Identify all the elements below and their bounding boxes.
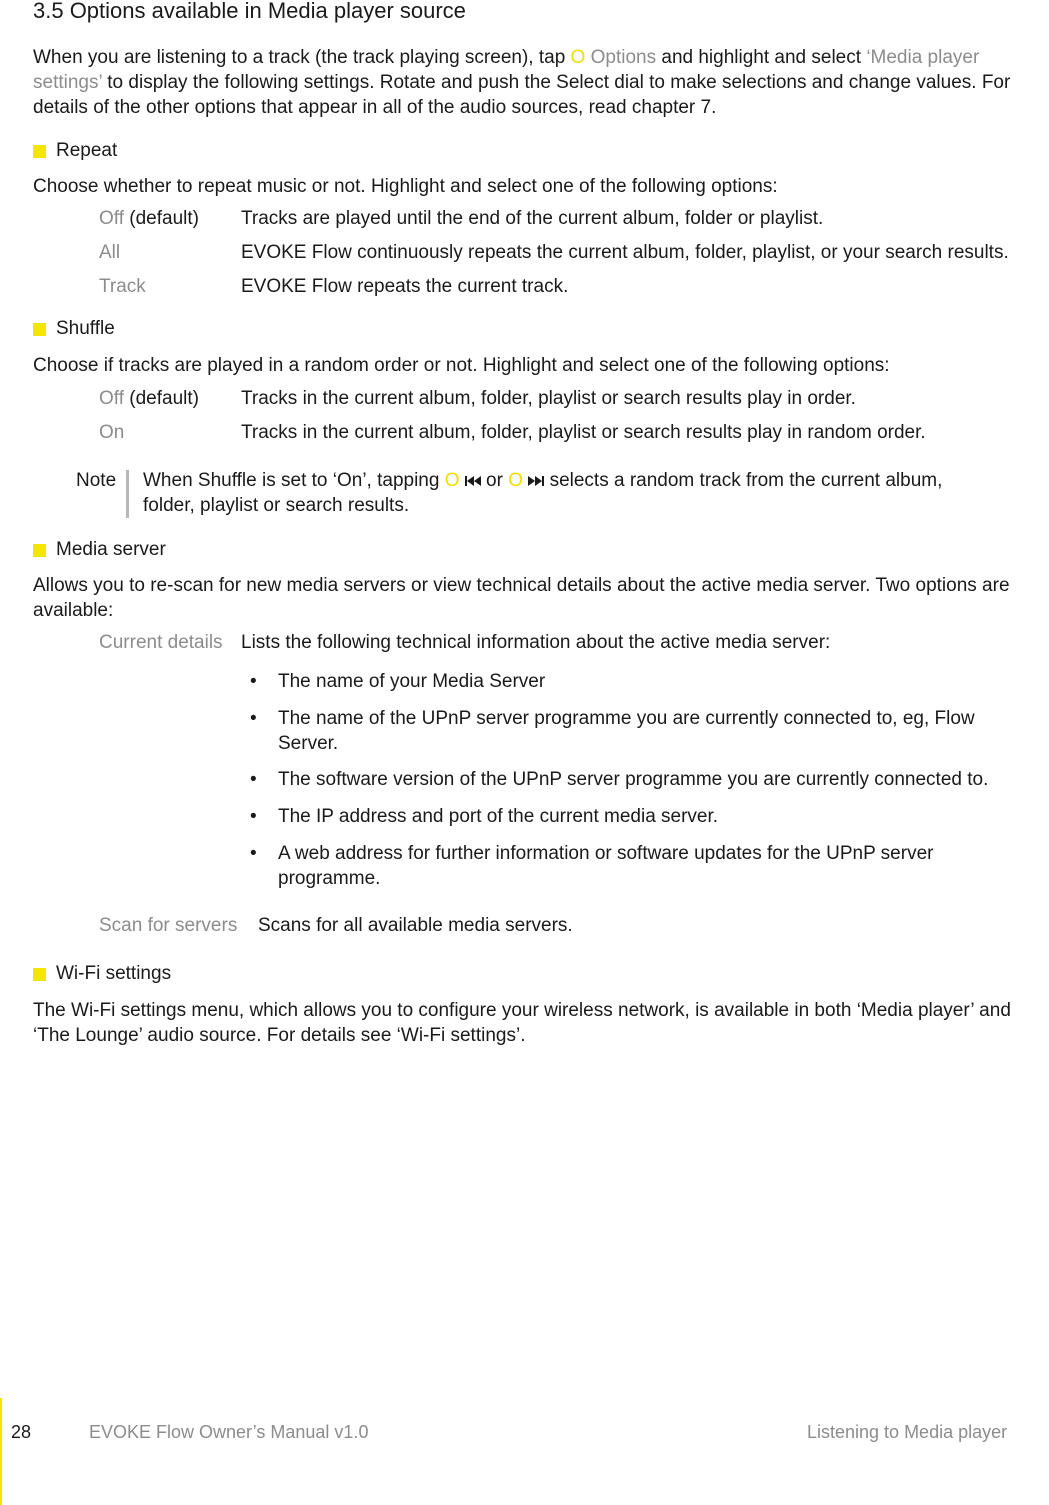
- note-text-line-2: folder, playlist or search results.: [143, 495, 410, 516]
- list-item-text: A web address for further information or software updates for the UPnP server programme.: [278, 843, 934, 889]
- list-item: [250, 706, 1038, 756]
- footer-chapter-title: Listening to Media player: [807, 1422, 1008, 1442]
- scan-for-servers-term: Scan for servers: [99, 915, 238, 936]
- footer-accent-bar: [0, 1398, 2, 1505]
- footer-manual-title: EVOKE Flow Owner’s Manual v1.0: [89, 1422, 369, 1442]
- shuffle-option-off: [99, 388, 199, 410]
- wifi-description: The Wi-Fi settings menu, which allows you to configure your wireless network, is available in both ‘Media player’ and ‘The Lounge’ audio source. For details see ‘Wi-Fi settings’.: [33, 1000, 1011, 1046]
- note-text: selects a random track from the current album,: [544, 470, 943, 491]
- repeat-option-track: Track: [99, 276, 146, 297]
- note-text: When Shuffle is set to ‘On’, tapping: [143, 470, 445, 491]
- repeat-option-all: All: [99, 242, 121, 263]
- o-key-icon: O: [508, 470, 524, 491]
- page-number: 28: [11, 1422, 32, 1442]
- repeat-heading-label: Repeat: [56, 140, 118, 161]
- option-term: Off: [99, 208, 124, 229]
- repeat-option-off-desc: Tracks are played until the end of the current album, folder or playlist.: [241, 208, 824, 229]
- shuffle-option-off-desc: Tracks in the current album, folder, playlist or search results play in order.: [241, 388, 856, 409]
- options-key-icon: O: [570, 47, 586, 68]
- note-text-line-1: [143, 470, 942, 492]
- list-item: [250, 841, 998, 891]
- intro-text-2: and highlight and select: [656, 47, 867, 68]
- section-title: 3.5 Options available in Media player source: [33, 0, 466, 23]
- list-item: [250, 669, 1038, 694]
- yellow-square-icon: [33, 145, 46, 158]
- intro-paragraph: [33, 45, 1045, 120]
- intro-text-1: When you are listening to a track (the track playing screen), tap: [33, 47, 571, 68]
- note-text-or: or: [480, 470, 509, 491]
- list-item: [250, 804, 1038, 829]
- media-server-heading: [33, 539, 166, 561]
- scan-for-servers-desc: Scans for all available media servers.: [258, 915, 573, 936]
- note-divider: [126, 470, 129, 518]
- list-item-text: The IP address and port of the current media server.: [278, 806, 719, 827]
- wifi-heading: [33, 963, 171, 985]
- repeat-option-off: [99, 208, 199, 230]
- list-item: [250, 767, 1048, 792]
- shuffle-description: Choose if tracks are played in a random order or not. Highlight and select one of the following options:: [33, 355, 890, 376]
- current-details-term: Current details: [99, 632, 223, 653]
- repeat-option-track-desc: EVOKE Flow repeats the current track.: [241, 276, 569, 297]
- options-label: Options: [590, 47, 657, 68]
- option-default: (default): [124, 208, 199, 229]
- repeat-description: Choose whether to repeat music or not. Highlight and select one of the following options:: [33, 176, 778, 197]
- media-player-settings-label: ‘Media player settings’: [33, 47, 980, 93]
- yellow-square-icon: [33, 323, 46, 336]
- bullet-icon: •: [250, 806, 257, 827]
- skip-forward-icon: [528, 475, 544, 487]
- shuffle-option-on-desc: Tracks in the current album, folder, playlist or search results play in random order.: [241, 422, 926, 443]
- shuffle-option-on: On: [99, 422, 125, 443]
- repeat-heading: [33, 140, 117, 162]
- option-term: Off: [99, 388, 124, 409]
- list-item-text: The name of your Media Server: [278, 671, 546, 692]
- list-item-text: The software version of the UPnP server programme you are currently connected to.: [278, 769, 989, 790]
- yellow-square-icon: [33, 968, 46, 981]
- shuffle-heading-label: Shuffle: [56, 318, 115, 339]
- bullet-icon: •: [250, 769, 257, 790]
- media-server-description: Allows you to re-scan for new media servers or view technical details about the active media server. Two options are available:: [33, 575, 1010, 621]
- media-server-heading-label: Media server: [56, 539, 166, 560]
- yellow-square-icon: [33, 544, 46, 557]
- wifi-heading-label: Wi-Fi settings: [56, 963, 172, 984]
- repeat-option-all-desc: EVOKE Flow continuously repeats the current album, folder, playlist, or your search results.: [241, 242, 1009, 263]
- intro-text-3: to display the following settings. Rotate and push the Select dial to make selections and change values. For details of the other options that appear in all of the audio sources, read chapter 7.: [33, 72, 1011, 118]
- list-item-text: The name of the UPnP server programme you are currently connected to, eg, Flow Server.: [278, 708, 975, 754]
- current-details-desc: Lists the following technical information about the active media server:: [241, 632, 831, 653]
- shuffle-heading: [33, 318, 115, 340]
- bullet-icon: •: [250, 708, 257, 729]
- option-default: (default): [124, 388, 199, 409]
- bullet-icon: •: [250, 843, 257, 864]
- note-label: Note: [76, 470, 117, 491]
- o-key-icon: O: [444, 470, 460, 491]
- skip-back-icon: [465, 475, 481, 487]
- bullet-icon: •: [250, 671, 257, 692]
